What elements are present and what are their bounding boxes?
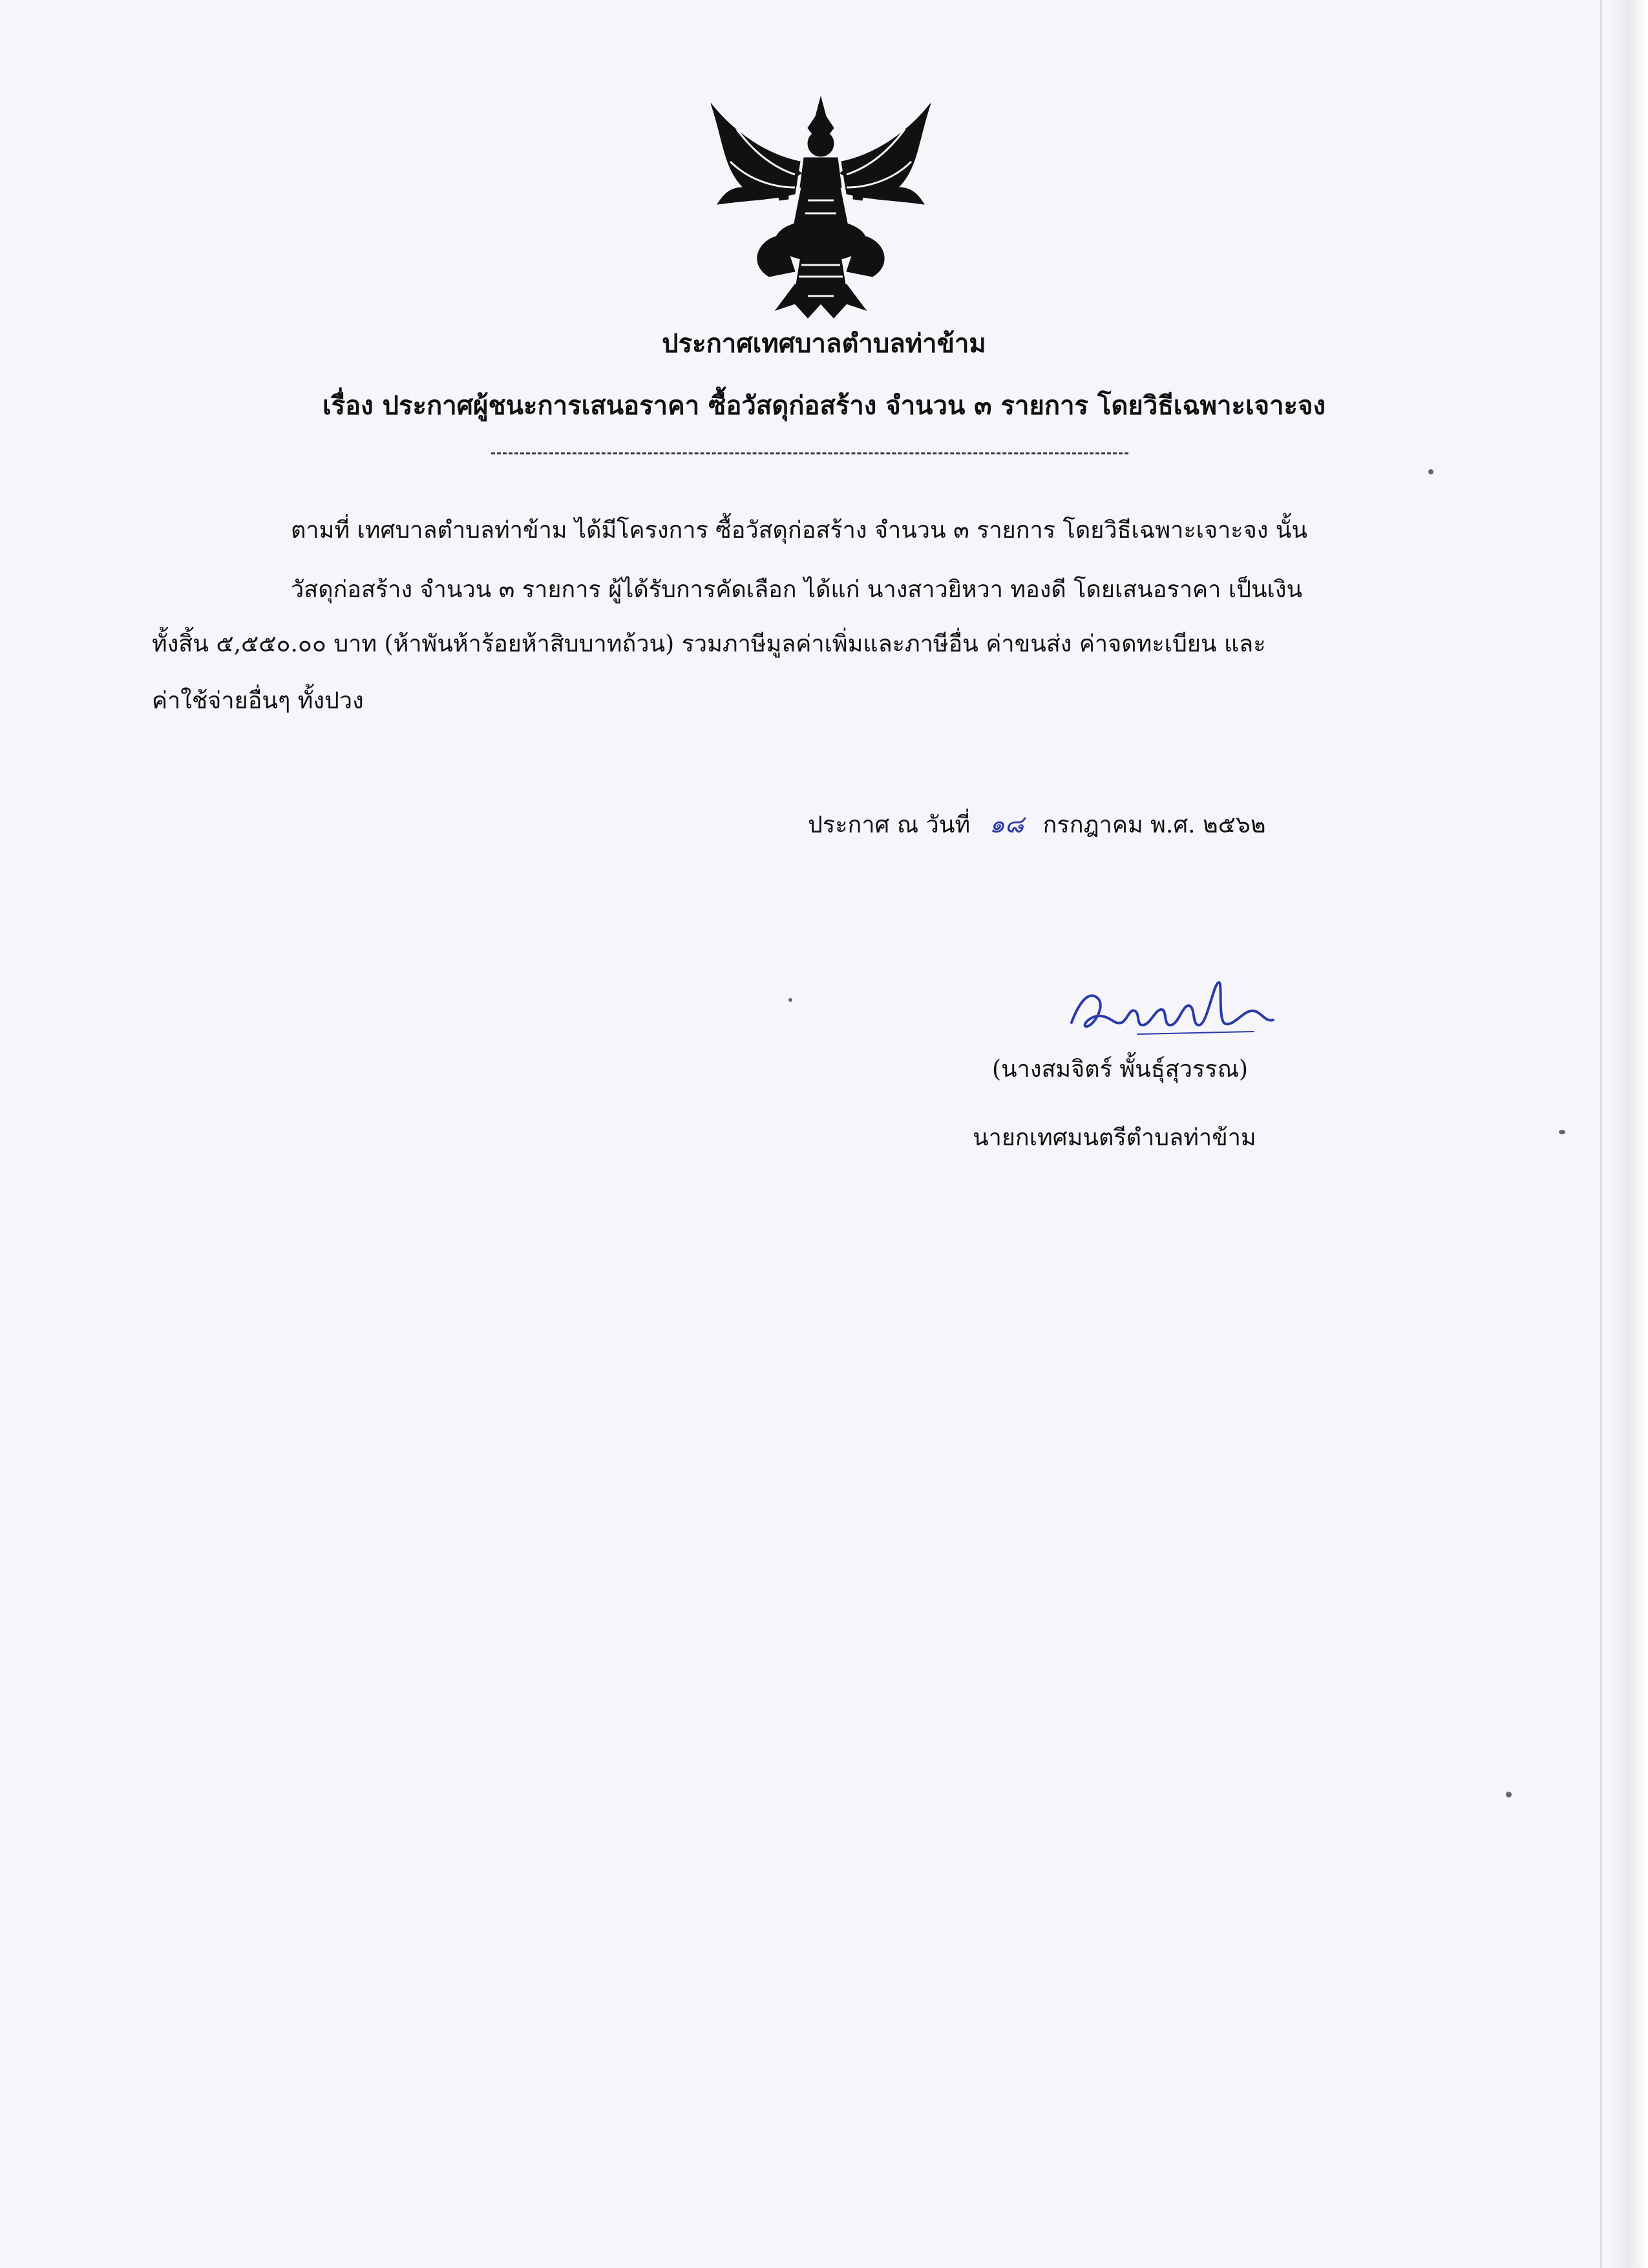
scan-speck bbox=[1428, 469, 1433, 474]
document-subject: เรื่อง ประกาศผู้ชนะการเสนอราคา ซื้อวัสดุก่อสร้าง จำนวน ๓ รายการ โดยวิธีเฉพาะเจาะจง bbox=[322, 390, 1326, 421]
scan-speck bbox=[1559, 1130, 1565, 1134]
date-prefix: ประกาศ ณ วันที่ bbox=[808, 812, 971, 838]
signer-name: (นางสมจิตร์ พั้นธุ์สุวรรณ) bbox=[992, 1056, 1249, 1083]
scan-speck bbox=[1506, 1792, 1512, 1797]
body-line-4: ค่าใช้จ่ายอื่นๆ ทั้งปวง bbox=[152, 688, 364, 714]
garuda-emblem bbox=[698, 90, 944, 323]
announcement-date bbox=[808, 808, 1266, 842]
date-month-year: กรกฎาคม พ.ศ. ๒๕๖๒ bbox=[1042, 812, 1266, 838]
handwritten-signature bbox=[1060, 963, 1280, 1054]
dashed-separator bbox=[491, 452, 1128, 454]
body-line-3: ทั้งสิ้น ๕,๕๕๐.๐๐ บาท (ห้าพันห้าร้อยห้าสิบบาทถ้วน) รวมภาษีมูลค่าเพิ่มและภาษีอื่น ค่าขนส่ง ค่าจดทะเบียน และ bbox=[152, 631, 1266, 657]
handwritten-day: ๑๘ bbox=[989, 810, 1024, 838]
scan-speck bbox=[788, 998, 792, 1002]
document-title: ประกาศเทศบาลตำบลท่าข้าม bbox=[662, 328, 986, 359]
body-line-2: วัสดุก่อสร้าง จำนวน ๓ รายการ ผู้ได้รับการคัดเลือก ได้แก่ นางสาวยิหวา ทองดี โดยเสนอราคา เป็นเงิน bbox=[291, 577, 1303, 603]
body-line-1: ตามที่ เทศบาลตำบลท่าข้าม ได้มีโครงการ ซื้อวัสดุก่อสร้าง จำนวน ๓ รายการ โดยวิธีเฉพาะเจาะจง นั้น bbox=[291, 517, 1307, 544]
signer-title: นายกเทศมนตรีตำบลท่าข้าม bbox=[973, 1125, 1256, 1151]
